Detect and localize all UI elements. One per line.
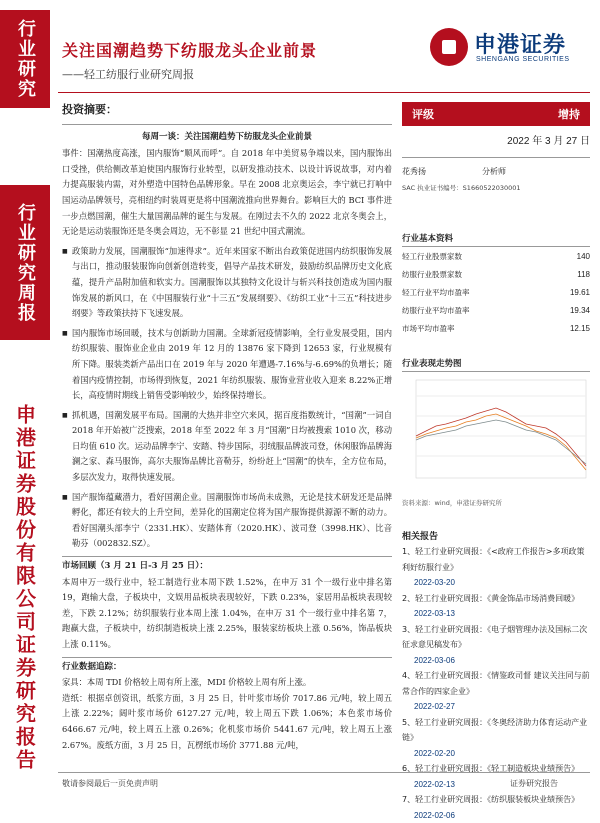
industry-data-heading: 行业数据追踪：: [62, 657, 392, 676]
related-report-date: 2022-03-20: [402, 575, 590, 591]
industry-data-paper: 造纸：根据卓创资讯，纸浆方面，3 月 25 日，针叶浆市场价 7017.86 元/吨，较上周五上涨 2.22%；阔叶浆市场价 6127.27 元/吨，较上周五下跌 1.06%；本色浆市场价 6466.67 元/吨，较上周五上涨 0.26%；化机浆市场价 5441.67 元/吨，较上周五上涨 2.67%。废纸方面，3 月 25 日，瓦楞纸市场价 3771.88 元/吨，: [62, 691, 392, 753]
analyst-block: [402, 157, 590, 192]
related-report-title[interactable]: 6、轻工行业研究周报：《轻工制造板块业绩预告》: [402, 761, 590, 777]
related-reports-heading: 相关报告: [402, 529, 590, 542]
basic-value: 140: [577, 252, 590, 261]
industry-data-furniture: 家具：本周 TDI 价格较上周有所上涨，MDI 价格较上周有所上涨。: [62, 675, 392, 691]
footer-divider: [58, 772, 590, 773]
market-review-heading: 市场回顾（3 月 21 日-3 月 25 日）：: [62, 556, 392, 575]
footer-label: 证券研究报告: [510, 778, 558, 789]
related-report-date: 2022-03-06: [402, 653, 590, 669]
right-sidebar: [402, 102, 590, 823]
report-subtitle: ——轻工纺服行业研究周报: [62, 66, 194, 82]
sidebar-category-label: 行业研究: [12, 19, 38, 99]
bullet-market: ■ 国内服饰市场回暖，技术与创新助力国潮。全球新冠疫情影响，全行业发展受阻，国内纺织服装、服饰业企业由 2019 年 12 月的 13876 家下降到 12653 家，行业规模有所下降。服装类新产品出口在 2019 年与 2020 年遭遇-7.16%与-6.69%的负增长；随着国内疫情控制，市场得到恢复，2021 年纺织服装、服饰业营业收入迎来 8.22%正增长，高疫情时期线上销售受影响较少，始终保持增长。: [62, 326, 392, 404]
related-report-title[interactable]: 7、轻工行业研究周报：《纺织服装板块业绩预告》: [402, 792, 590, 808]
performance-chart: [402, 376, 590, 494]
logo-mark-icon: [430, 28, 468, 66]
basic-key: 轻工行业股票家数: [402, 251, 462, 262]
analyst-name: 花秀扬: [402, 166, 426, 177]
analyst-title: 分析师: [482, 166, 506, 177]
related-report-date: 2022-02-06: [402, 808, 590, 823]
sidebar-report-type-label: 行业研究周报: [12, 203, 38, 323]
related-report-date: 2022-02-20: [402, 746, 590, 762]
weekly-topic-title: 每周一谈：关注国潮趋势下纺服龙头企业前景: [62, 130, 392, 146]
related-report-date: 2022-02-13: [402, 777, 590, 793]
bullet-policy: ■ 政策助力发展，国潮服饰“加速得求”。近年来国家不断出台政策促进国内纺织服饰发展与出口，推动服装服饰向创新创造转变，倡导产品技术研发，鼓励纺织品牌历史文化底蕴，提升产品附加值和软实力。国潮服饰以其独特文化设计与斩兴科技创造成为国内服饰发展的新风口，在《中国服装行业“十三五”发展纲要》、《纺织工业“十三五”科技进步纲要》等政策扶持下飞速发展。: [62, 244, 392, 322]
related-report-title[interactable]: 5、轻工行业研究周报：《冬奥经济助力体育运动产业链》: [402, 715, 590, 746]
sidebar-category-block: [0, 10, 50, 108]
related-report-date: 2022-03-13: [402, 606, 590, 622]
related-report-title[interactable]: 1、轻工行业研究周报：《<政府工作报告>多项政策利好纺服行业》: [402, 544, 590, 575]
rating-bar: [402, 102, 590, 126]
sidebar-company-block: [0, 395, 50, 780]
summary-divider: [62, 124, 392, 125]
basic-info-row: [402, 319, 590, 337]
event-paragraph: 事件：国潮热度高涨，国内服饰“顺风而呼”。自 2018 年中美贸易争端以来，国内服饰出口受挫，供给侧改革迫使国内服饰行业转型，以研发推动技术、以设计诉说故事，对内着力提高服装内需，对外塑造中国特色品牌形象。早在 2008 北京奥运会，李宁就已打响中国运动品牌领号，亮相纽约时装周更是将中国潮流推向世界舞台。影响巨大的 BCI 事件进一步点燃国潮，催生大量国潮品牌的诞生与发展。在刚过去不久的 2022 北京冬奥会上，无论是运动装服饰还是冬奥会周边，无不彰显 21 世纪中国式潮流。: [62, 146, 392, 240]
basic-value: 19.34: [570, 306, 590, 315]
related-report-title[interactable]: 4、轻工行业研究周报：《情鉴政司督 建议关注同与前常合作的四家企业》: [402, 668, 590, 699]
report-date: 2022 年 3 月 27 日: [402, 132, 590, 147]
logo-cn-text: 申港证券: [474, 28, 566, 59]
rating-label: 评级: [412, 106, 434, 122]
left-sidebar-band: [0, 0, 50, 800]
bullet-potential: ■ 国产服饰蕴藏潜力，看好国潮企业。国潮服饰市场尚未成熟，无论是技术研发还是品牌孵化，都还有较大的上升空间，差异化的国潮定位将为国产服饰提供源源不断的动力。看好国潮头部李宁（2331.HK）、安踏体育（2020.HK）、波司登（3998.HK）、比音勒芬（002832.SZ）。: [62, 490, 392, 552]
sidebar-report-type-block: [0, 185, 50, 340]
basic-info-table: [402, 247, 590, 337]
rating-value: 增持: [558, 106, 580, 122]
basic-value: 118: [577, 270, 590, 279]
company-logo: [430, 22, 590, 72]
related-reports-list: [402, 544, 590, 823]
basic-key: 纺服行业股票家数: [402, 269, 462, 280]
footer-disclaimer: 敬请参阅最后一页免责声明: [62, 778, 158, 789]
chart-source: 资料来源：wind，申港证券研究所: [402, 498, 590, 507]
related-report-title[interactable]: 2、轻工行业研究周报：《黄金饰品市场消费回暖》: [402, 591, 590, 607]
analyst-cert: SAC 执业证书编号：S1660522030001: [402, 183, 590, 192]
basic-key: 纺服行业平均市盈率: [402, 305, 470, 316]
summary-heading: 投资摘要：: [62, 102, 392, 118]
related-report-date: 2022-02-27: [402, 699, 590, 715]
basic-key: 市场平均市盈率: [402, 323, 455, 334]
basic-value: 19.61: [570, 288, 590, 297]
series-line-orange: [416, 414, 586, 470]
basic-info-row: [402, 283, 590, 301]
series-line-red: [416, 408, 586, 466]
market-review-text: 本周申万一级行业中，轻工制造行业本周下跌 1.52%，在申万 31 个一级行业中排名第 19，跑输大盘，子板块中，文娱用品板块表现较好，下跌 0.23%，家居用品板块表现较差，下跌 2.12%；纺织服装行业本周上涨 1.04%，在申万 31 个一级行业中排名第 7，跑赢大盘，子板块中，纺织制造板块上涨 2.25%，服装家纺板块上涨 0.56%，饰品板块上涨 0.11%。: [62, 575, 392, 653]
performance-chart-svg: [402, 376, 590, 494]
bullet-opportunity: ■ 抓机遇，国潮发展平布局。国潮的大热并非空穴来风，据百度指数统计，“国潮”一词自 2018 年开始被广泛搜索，2018 年至 2022 年 3 月“国潮”日均被搜索 1010 次，移动日均值 610 次。运动品牌李宁、安踏、特步国际，羽绒服品牌波司登，休闲服饰品牌海澜之家、森马服饰，高尔夫服饰品牌比音勒芬，纷纷赶上“国潮”的快车，全方位布局，多层次发力，取得快速发展。: [62, 408, 392, 486]
related-report-title[interactable]: 3、轻工行业研究周报：《电子烟管理办法及国标二次征求意见稿发布》: [402, 622, 590, 653]
logo-en-text: SHENGANG SECURITIES: [476, 56, 570, 63]
sidebar-company-label: 申港证券股份有限公司证券研究报告: [11, 404, 40, 772]
report-title: 关注国潮趋势下纺服龙头企业前景: [62, 38, 317, 61]
performance-chart-heading: 行业表现走势图: [402, 357, 590, 372]
basic-key: 轻工行业平均市盈率: [402, 287, 470, 298]
basic-info-heading: 行业基本资料: [402, 232, 590, 247]
basic-value: 12.15: [570, 324, 590, 333]
basic-info-row: [402, 301, 590, 319]
basic-info-row: [402, 265, 590, 283]
header-divider: [58, 92, 590, 93]
basic-info-row: [402, 247, 590, 265]
main-content: [62, 100, 392, 753]
